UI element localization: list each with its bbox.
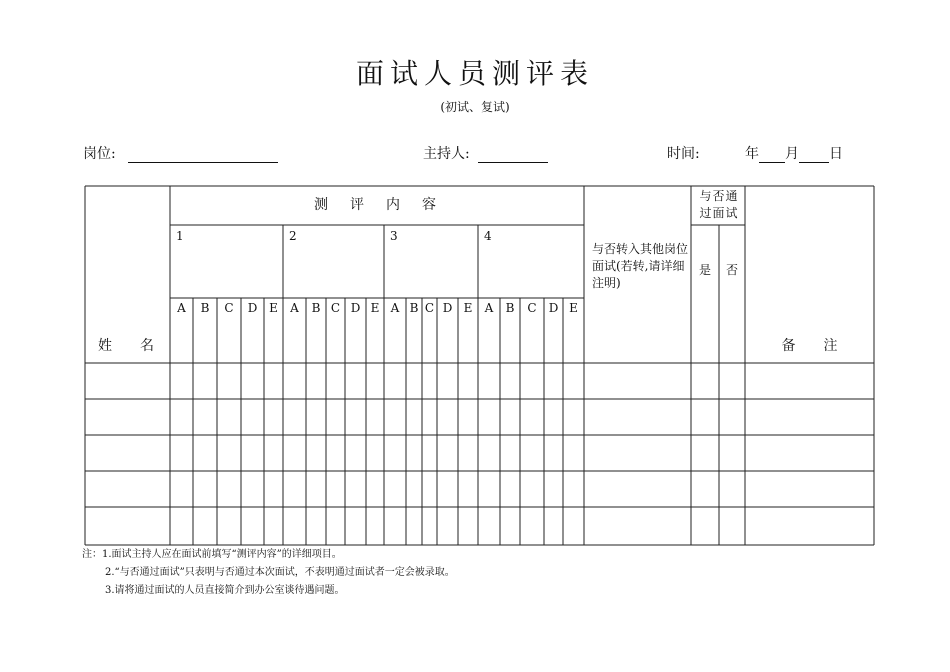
no-label: 否 [725, 263, 738, 277]
pass-header: 与否通过面试 [699, 189, 739, 220]
grade-label-C: C [330, 301, 341, 315]
remarks-header: 备 注 [781, 338, 838, 354]
position-label: 岗位: [83, 146, 116, 162]
host-label: 主持人: [423, 146, 470, 162]
grade-label-C: C [424, 301, 435, 315]
note-1: 注：1.面试主持人应在面试前填写“测评内容”的详细项目。 [82, 549, 342, 560]
name-header: 姓 名 [98, 338, 154, 354]
grade-label-E: E [463, 301, 473, 315]
yes-label: 是 [698, 263, 711, 277]
notes-section [82, 546, 455, 600]
note-3: 3.请将通过面试的人员直接简介到办公室谈待遇问题。 [105, 585, 345, 596]
criterion-label-2: 2 [289, 229, 297, 243]
grade-label-A: A [177, 301, 186, 315]
grade-label-C: C [224, 301, 234, 315]
grade-label-C: C [527, 301, 537, 315]
day-label: 日 [829, 146, 843, 162]
grade-label-D: D [350, 301, 361, 315]
criterion-label-3: 3 [390, 229, 398, 243]
grade-label-D: D [442, 301, 453, 315]
criterion-label-4: 4 [484, 229, 492, 243]
grade-label-B: B [505, 301, 515, 315]
form-title: 面试人员测评表 [355, 57, 594, 90]
grade-label-E: E [370, 301, 380, 315]
grade-label-A: A [290, 301, 299, 315]
transfer-header: 与否转入其他岗位面试(若转,请详细注明) [592, 242, 689, 290]
note-2: 2.“与否通过面试”只表明与否通过本次面试，不表明通过面试者一定会被录取。 [105, 567, 455, 578]
grade-label-B: B [409, 301, 419, 315]
month-label: 月 [785, 146, 799, 162]
grade-label-D: D [247, 301, 258, 315]
grade-label-A: A [390, 301, 400, 315]
grade-label-A: A [484, 301, 494, 315]
year-label: 年 [745, 146, 759, 162]
criterion-label-1: 1 [176, 229, 184, 243]
form-subtitle: (初试、复试) [440, 100, 510, 114]
grade-label-E: E [569, 301, 578, 315]
time-label: 时间: [667, 146, 700, 162]
grade-label-D: D [548, 301, 559, 315]
content-header: 测 评 内 容 [314, 197, 440, 213]
grade-label-E: E [269, 301, 278, 315]
grade-label-B: B [200, 301, 210, 315]
grade-label-B: B [311, 301, 321, 315]
